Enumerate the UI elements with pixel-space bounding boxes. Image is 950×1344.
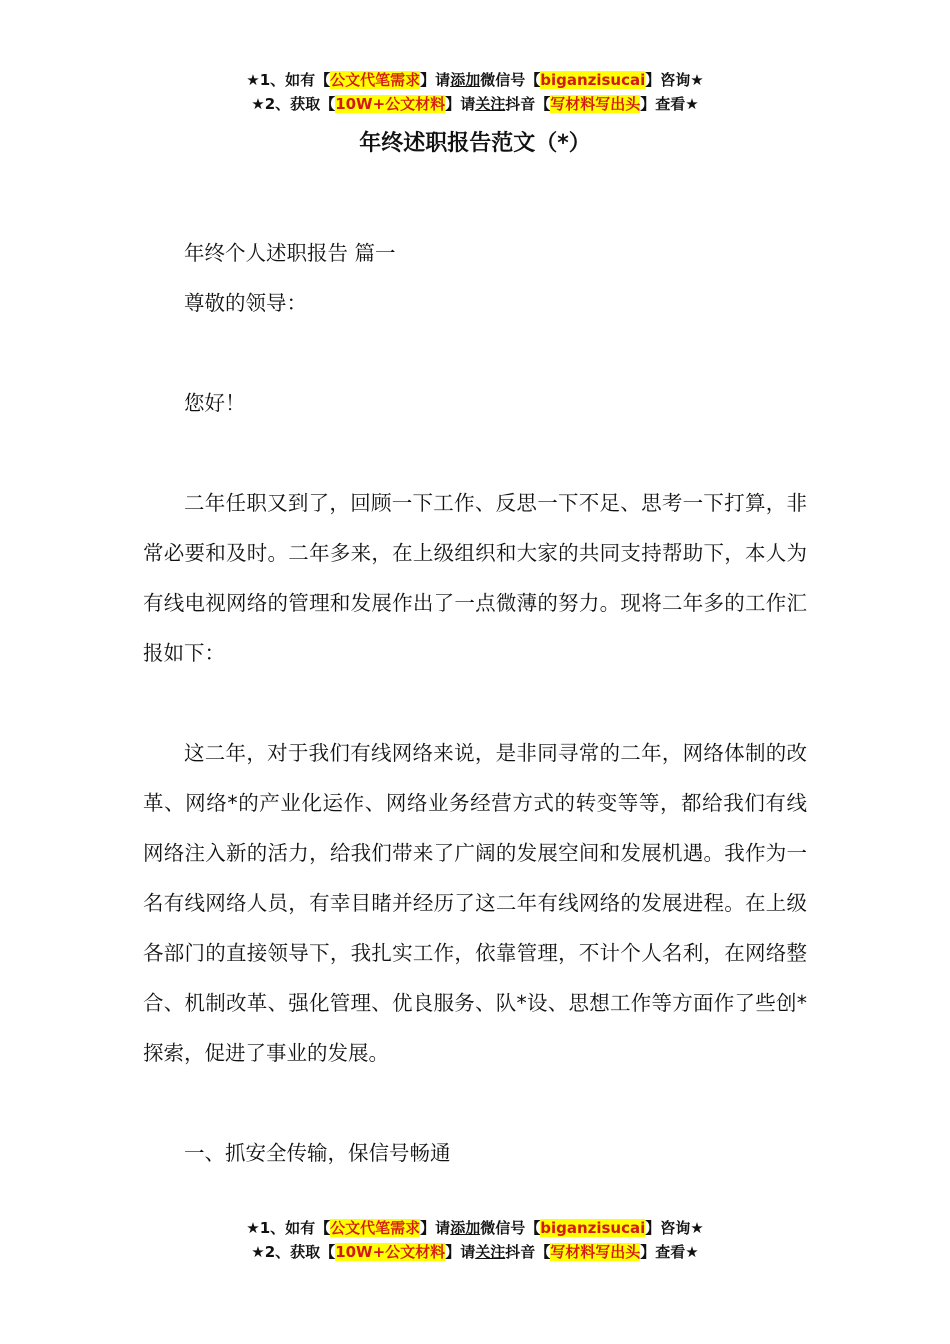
subsection-heading: 一、抓安全传输，保信号畅通	[184, 1141, 451, 1165]
banner-line-1	[0, 1216, 950, 1240]
banner-text: ★2、获取【	[251, 1243, 336, 1261]
banner-text: 】请	[420, 71, 451, 89]
document-title: 年终述职报告范文（*）	[359, 131, 591, 156]
banner-line-1	[0, 68, 950, 92]
banner-text: ★2、获取【	[251, 95, 336, 113]
salutation: 尊敬的领导：	[184, 291, 307, 315]
section-heading: 年终个人述职报告 篇一	[184, 241, 396, 265]
highlight-douyin: 写材料写出头	[550, 1243, 641, 1261]
banner-text: ★1、如有【	[246, 1219, 331, 1237]
banner-text: 】请	[445, 95, 476, 113]
banner-emphasis: 添加	[450, 71, 481, 89]
banner-text: 】查看★	[640, 1243, 699, 1261]
paragraph-review: 这二年，对于我们有线网络来说，是非同寻常的二年，网络体制的改革、网络*的产业化运作、网络业务经营方式的转变等等，都给我们有线网络注入新的活力，给我们带来了广阔的发展空间和发展机遇。我作为一名有线网络人员，有幸目睹并经历了这二年有线网络的发展进程。在上级各部门的直接领导下，我扎实工作，依靠管理，不计个人名利，在网络整合、机制改革、强化管理、优良服务、队*设、思想工作等方面作了些创*探索，促进了事业的发展。	[143, 741, 807, 1065]
banner-line-2	[0, 92, 950, 116]
header-banner	[0, 68, 950, 116]
banner-text: 抖音【	[505, 95, 551, 113]
banner-text: 】咨询★	[645, 71, 704, 89]
highlight-douyin: 写材料写出头	[550, 95, 641, 113]
paragraph-spacer	[143, 328, 807, 378]
highlight-materials: 10W+公文材料	[335, 95, 446, 113]
banner-line-2	[0, 1240, 950, 1264]
banner-text: 微信号【	[480, 1219, 541, 1237]
paragraph-spacer	[143, 428, 807, 478]
banner-text: 】请	[420, 1219, 451, 1237]
banner-text: 】咨询★	[645, 1219, 704, 1237]
banner-text: ★1、如有【	[246, 71, 331, 89]
banner-text: 】请	[445, 1243, 476, 1261]
highlight-materials: 10W+公文材料	[335, 1243, 446, 1261]
banner-text: 抖音【	[505, 1243, 551, 1261]
highlight-wechat-id: biganzisucai	[540, 1219, 646, 1237]
banner-text: 微信号【	[480, 71, 541, 89]
paragraph-intro: 二年任职又到了，回顾一下工作、反思一下不足、思考一下打算，非常必要和及时。二年多来，在上级组织和大家的共同支持帮助下，本人为有线电视网络的管理和发展作出了一点微薄的努力。现将二年多的工作汇报如下：	[143, 491, 807, 665]
document-body	[143, 228, 807, 1178]
paragraph-spacer	[143, 1078, 807, 1128]
banner-text: 】查看★	[640, 95, 699, 113]
banner-emphasis: 添加	[450, 1219, 481, 1237]
banner-emphasis: 关注	[475, 1243, 506, 1261]
paragraph-spacer	[143, 678, 807, 728]
highlight-service: 公文代笔需求	[330, 1219, 421, 1237]
footer-banner	[0, 1216, 950, 1264]
highlight-wechat-id: biganzisucai	[540, 71, 646, 89]
highlight-service: 公文代笔需求	[330, 71, 421, 89]
greeting: 您好！	[184, 391, 246, 415]
banner-emphasis: 关注	[475, 95, 506, 113]
